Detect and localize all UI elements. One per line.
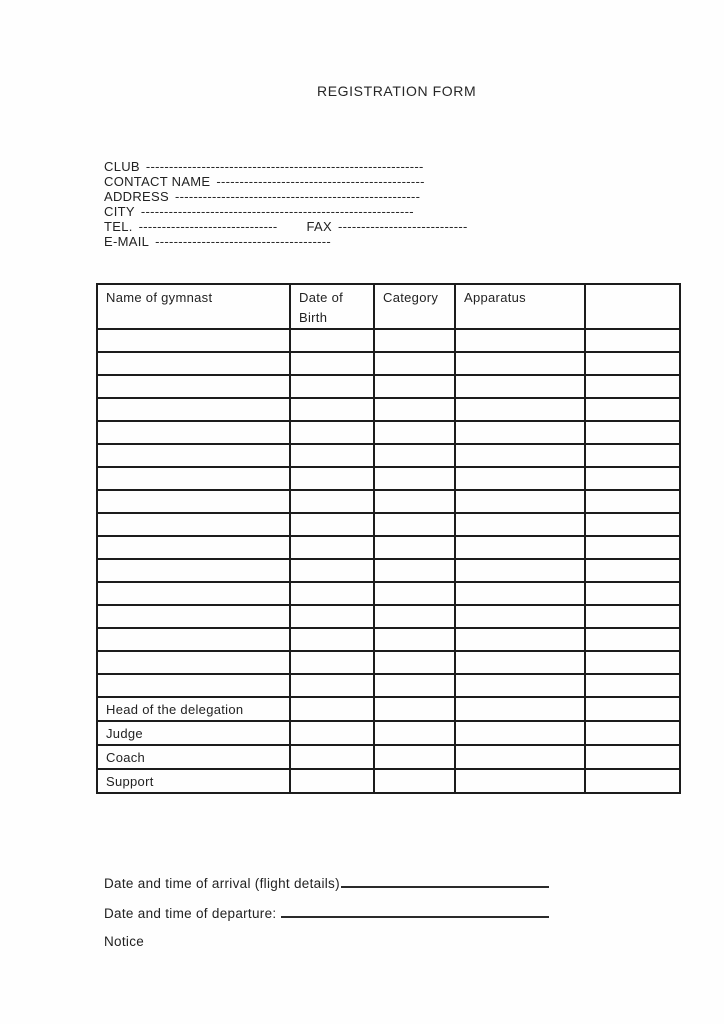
- city-label: CITY: [104, 204, 135, 219]
- fill-cell[interactable]: [374, 329, 455, 352]
- fill-cell[interactable]: [290, 559, 374, 582]
- fill-cell[interactable]: [585, 329, 680, 352]
- fill-cell[interactable]: [455, 769, 585, 793]
- fill-cell[interactable]: [455, 536, 585, 559]
- fill-cell[interactable]: [585, 769, 680, 793]
- fill-cell[interactable]: [455, 398, 585, 421]
- fill-cell[interactable]: [290, 398, 374, 421]
- fill-cell[interactable]: [290, 769, 374, 793]
- table-row-empty: [97, 513, 680, 536]
- table-row-judge: [97, 721, 680, 745]
- fill-cell[interactable]: [374, 605, 455, 628]
- fill-cell[interactable]: [97, 674, 290, 697]
- arrival-line: [104, 874, 549, 891]
- table-row-empty: [97, 352, 680, 375]
- fill-cell[interactable]: [374, 559, 455, 582]
- fill-cell[interactable]: [97, 490, 290, 513]
- fill-cell[interactable]: [374, 398, 455, 421]
- fill-cell[interactable]: [290, 697, 374, 721]
- fill-cell[interactable]: [585, 674, 680, 697]
- fill-cell[interactable]: [585, 375, 680, 398]
- fill-cell[interactable]: [374, 582, 455, 605]
- fill-cell[interactable]: [585, 490, 680, 513]
- table-row-empty: [97, 467, 680, 490]
- departure-fill-line[interactable]: [281, 904, 549, 918]
- fill-cell[interactable]: [97, 421, 290, 444]
- fill-cell[interactable]: [585, 605, 680, 628]
- club-fill-line[interactable]: ------------------------------------------------------------: [145, 159, 424, 174]
- fill-cell[interactable]: [585, 467, 680, 490]
- fill-cell[interactable]: [455, 329, 585, 352]
- fill-cell[interactable]: [455, 421, 585, 444]
- fill-cell[interactable]: [585, 444, 680, 467]
- fax-label: FAX: [306, 219, 332, 234]
- fill-cell[interactable]: [455, 490, 585, 513]
- club-label: CLUB: [104, 159, 140, 174]
- fill-cell[interactable]: [97, 444, 290, 467]
- table-row-empty: [97, 375, 680, 398]
- table-row-empty: [97, 628, 680, 651]
- row-label-cell: Judge: [97, 721, 290, 745]
- fill-cell[interactable]: [290, 605, 374, 628]
- tel-label: TEL.: [104, 219, 133, 234]
- fill-cell[interactable]: [290, 421, 374, 444]
- fill-cell[interactable]: [290, 375, 374, 398]
- fill-cell[interactable]: [290, 582, 374, 605]
- fill-cell[interactable]: [290, 513, 374, 536]
- fill-cell[interactable]: [374, 628, 455, 651]
- fill-cell[interactable]: [455, 745, 585, 769]
- contact-block: [104, 159, 468, 249]
- fill-cell[interactable]: [585, 721, 680, 745]
- fill-cell[interactable]: [455, 582, 585, 605]
- fill-cell[interactable]: [585, 559, 680, 582]
- col-header-blank: [585, 284, 680, 329]
- fill-cell[interactable]: [97, 513, 290, 536]
- fill-cell[interactable]: [290, 745, 374, 769]
- club-line: [104, 159, 468, 174]
- fill-cell[interactable]: [455, 513, 585, 536]
- fill-cell[interactable]: [374, 352, 455, 375]
- fill-cell[interactable]: [374, 674, 455, 697]
- fill-cell[interactable]: [290, 628, 374, 651]
- fill-cell[interactable]: [290, 467, 374, 490]
- fill-cell[interactable]: [585, 398, 680, 421]
- fill-cell[interactable]: [585, 697, 680, 721]
- fill-cell[interactable]: [455, 444, 585, 467]
- fill-cell[interactable]: [455, 605, 585, 628]
- fill-cell[interactable]: [585, 582, 680, 605]
- tel-fill-line[interactable]: ------------------------------: [138, 219, 278, 234]
- fill-cell[interactable]: [97, 651, 290, 674]
- table-header-row: [97, 284, 680, 329]
- address-label: ADDRESS: [104, 189, 169, 204]
- fill-cell[interactable]: [290, 329, 374, 352]
- col-header-apparatus: Apparatus: [455, 284, 585, 329]
- fill-cell[interactable]: [374, 721, 455, 745]
- fill-cell[interactable]: [374, 697, 455, 721]
- table-row-empty: [97, 490, 680, 513]
- fill-cell[interactable]: [585, 513, 680, 536]
- fill-cell[interactable]: [97, 375, 290, 398]
- col-header-date-of-birth: Date of Birth: [290, 284, 374, 329]
- fill-cell[interactable]: [290, 674, 374, 697]
- arrival-label: Date and time of arrival (flight details): [104, 876, 340, 891]
- fill-cell[interactable]: [290, 352, 374, 375]
- fill-cell[interactable]: [585, 745, 680, 769]
- fill-cell[interactable]: [97, 329, 290, 352]
- fill-cell[interactable]: [374, 651, 455, 674]
- fill-cell[interactable]: [585, 628, 680, 651]
- fill-cell[interactable]: [455, 721, 585, 745]
- city-fill-line[interactable]: -----------------------------------------------------------: [140, 204, 414, 219]
- fill-cell[interactable]: [290, 536, 374, 559]
- table-row-empty: [97, 605, 680, 628]
- table-row-empty: [97, 421, 680, 444]
- gymnast-registration-table: [96, 283, 681, 794]
- fill-cell[interactable]: [374, 375, 455, 398]
- fill-cell[interactable]: [585, 651, 680, 674]
- fax-fill-line[interactable]: ----------------------------: [338, 219, 468, 234]
- fill-cell[interactable]: [97, 467, 290, 490]
- fill-cell[interactable]: [97, 536, 290, 559]
- fill-cell[interactable]: [97, 559, 290, 582]
- address-line: [104, 189, 468, 204]
- address-fill-line[interactable]: -----------------------------------------------------: [174, 189, 421, 204]
- fill-cell[interactable]: [374, 513, 455, 536]
- fill-cell[interactable]: [455, 651, 585, 674]
- fill-cell[interactable]: [97, 398, 290, 421]
- table-row-empty: [97, 536, 680, 559]
- email-label: E-MAIL: [104, 234, 150, 249]
- table-row-empty: [97, 559, 680, 582]
- table-row-empty: [97, 651, 680, 674]
- fill-cell[interactable]: [455, 467, 585, 490]
- table-row-head-of-the-delegation: [97, 697, 680, 721]
- table-row-empty: [97, 674, 680, 697]
- tel-fax-line: [104, 219, 468, 234]
- email-line: [104, 234, 468, 249]
- row-label-cell: Coach: [97, 745, 290, 769]
- city-line: [104, 204, 468, 219]
- table-row-support: [97, 769, 680, 793]
- fill-cell[interactable]: [290, 490, 374, 513]
- fill-cell[interactable]: [455, 674, 585, 697]
- page-title: REGISTRATION FORM: [317, 83, 477, 99]
- fill-cell[interactable]: [455, 628, 585, 651]
- fill-cell[interactable]: [455, 559, 585, 582]
- fill-cell[interactable]: [585, 352, 680, 375]
- table-row-coach: [97, 745, 680, 769]
- table-row-empty: [97, 582, 680, 605]
- fill-cell[interactable]: [374, 536, 455, 559]
- table-row-empty: [97, 444, 680, 467]
- fill-cell[interactable]: [585, 421, 680, 444]
- contact-name-fill-line[interactable]: ---------------------------------------------: [216, 174, 425, 189]
- fill-cell[interactable]: [97, 628, 290, 651]
- departure-label: Date and time of departure:: [104, 906, 277, 921]
- fill-cell[interactable]: [374, 490, 455, 513]
- fill-cell[interactable]: [455, 352, 585, 375]
- fill-cell[interactable]: [290, 651, 374, 674]
- fill-cell[interactable]: [585, 536, 680, 559]
- fill-cell[interactable]: [374, 467, 455, 490]
- fill-cell[interactable]: [290, 721, 374, 745]
- notice-label: Notice: [104, 934, 145, 949]
- departure-line: [104, 904, 549, 921]
- row-label-cell: Support: [97, 769, 290, 793]
- contact-name-label: CONTACT NAME: [104, 174, 211, 189]
- fill-cell[interactable]: [290, 444, 374, 467]
- col-header-category: Category: [374, 284, 455, 329]
- fill-cell[interactable]: [455, 697, 585, 721]
- fill-cell[interactable]: [97, 582, 290, 605]
- fill-cell[interactable]: [97, 605, 290, 628]
- fill-cell[interactable]: [455, 375, 585, 398]
- contact-name-line: [104, 174, 468, 189]
- email-fill-line[interactable]: --------------------------------------: [155, 234, 332, 249]
- col-header-name-of-gymnast: Name of gymnast: [97, 284, 290, 329]
- table-row-empty: [97, 329, 680, 352]
- arrival-fill-line[interactable]: [341, 874, 549, 888]
- fill-cell[interactable]: [374, 745, 455, 769]
- table-row-empty: [97, 398, 680, 421]
- notice-line: [104, 934, 144, 949]
- fill-cell[interactable]: [374, 769, 455, 793]
- fill-cell[interactable]: [374, 444, 455, 467]
- fill-cell[interactable]: [374, 421, 455, 444]
- fill-cell[interactable]: [97, 352, 290, 375]
- row-label-cell: Head of the delegation: [97, 697, 290, 721]
